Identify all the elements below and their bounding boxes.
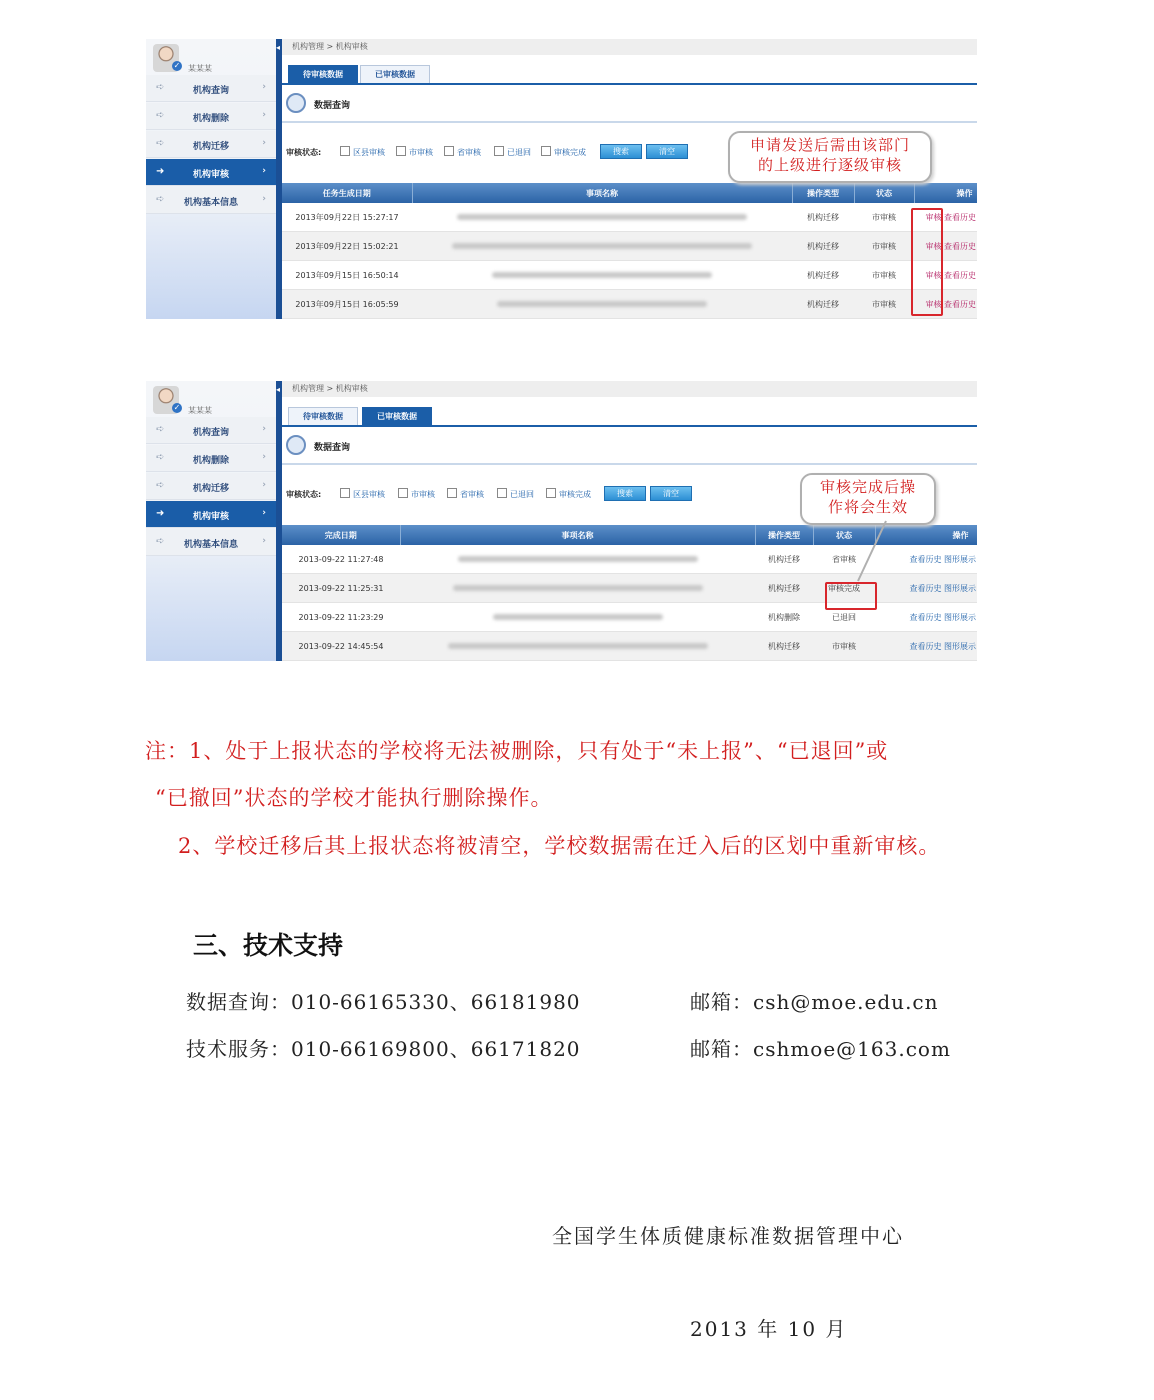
- audit-link[interactable]: 审核: [925, 212, 942, 222]
- arrow-icon: ➪: [156, 536, 165, 547]
- tab-pending[interactable]: 待审核数据: [288, 407, 358, 425]
- chevron-right-icon: ›: [262, 166, 266, 176]
- tab-bar: [282, 55, 977, 85]
- type-cell: 机构删除: [755, 603, 813, 632]
- item-name-cell: [412, 232, 792, 261]
- date-cell: 2013年09月15日 16:50:14: [282, 261, 412, 290]
- check-icon: ✓: [173, 403, 181, 412]
- chevron-right-icon: ›: [262, 110, 266, 120]
- status-cell: 市审核: [854, 203, 914, 232]
- chevron-right-icon: ›: [262, 452, 266, 462]
- pending-table: [282, 183, 977, 319]
- checkbox-returned[interactable]: [494, 146, 504, 156]
- history-link[interactable]: 查看历史: [944, 212, 976, 222]
- collapse-icon: ◂: [276, 385, 281, 394]
- arrow-icon: ➪: [156, 194, 165, 205]
- audit-link[interactable]: 审核: [925, 241, 942, 251]
- date-cell: 2013-09-22 11:25:31: [282, 574, 400, 603]
- history-link[interactable]: 查看历史: [909, 583, 942, 593]
- callout-pointer: [146, 381, 977, 661]
- callout-line: 审核完成后操: [819, 478, 916, 496]
- username: 某某某: [188, 64, 212, 73]
- column-header: 操作: [914, 183, 977, 203]
- blurred-text: [497, 301, 707, 307]
- user-box: [146, 39, 276, 75]
- audit-link[interactable]: 审核: [925, 270, 942, 280]
- filter-city-label: 市审核: [411, 490, 435, 499]
- type-cell: 机构迁移: [792, 261, 854, 290]
- status-cell: 审核完成: [813, 574, 875, 603]
- filter-label: 审核状态:: [286, 490, 322, 499]
- date-cell: 2013-09-22 11:27:48: [282, 545, 400, 574]
- filter-complete-label: 审核完成: [554, 148, 586, 157]
- sidebar-item-info[interactable]: ➪ 机构基本信息 ›: [146, 529, 276, 556]
- tab-reviewed[interactable]: 已审核数据: [360, 65, 430, 83]
- column-header: 操作: [875, 525, 977, 545]
- date-cell: 2013年09月22日 15:27:17: [282, 203, 412, 232]
- arrow-icon: ➪: [156, 82, 165, 93]
- status-cell: 市审核: [813, 632, 875, 661]
- search-button[interactable]: 搜索: [600, 144, 642, 159]
- column-header: 事项名称: [412, 183, 792, 203]
- item-name-cell: [412, 290, 792, 319]
- type-cell: 机构迁移: [792, 232, 854, 261]
- table-row: [282, 232, 977, 261]
- column-header: 完成日期: [282, 525, 400, 545]
- chevron-right-icon: ›: [262, 424, 266, 434]
- contact-query-email: 邮箱：csh@moe.edu.cn: [690, 990, 939, 1014]
- filter-province-label: 省审核: [460, 490, 484, 499]
- table-row: [282, 203, 977, 232]
- column-header: 操作类型: [755, 525, 813, 545]
- column-header: 任务生成日期: [282, 183, 412, 203]
- filter-label: 审核状态:: [286, 148, 322, 157]
- blurred-text: [452, 243, 752, 249]
- check-icon: ✓: [173, 61, 181, 70]
- contact-service-email: 邮箱：cshmoe@163.com: [690, 1037, 951, 1061]
- history-link[interactable]: 查看历史: [909, 612, 942, 622]
- highlight-box: [911, 208, 943, 316]
- sidebar-item-query[interactable]: ➪ 机构查询 ›: [146, 417, 276, 444]
- note-line-2: “已撤回”状态的学校才能执行删除操作。: [155, 786, 553, 810]
- history-link[interactable]: 查看历史: [944, 299, 976, 309]
- query-title: 数据查询: [314, 443, 351, 453]
- contact-service: 技术服务：010-66169800、66171820: [186, 1037, 581, 1061]
- chevron-right-icon: ›: [262, 138, 266, 148]
- filter-returned-label: 已退回: [510, 490, 534, 499]
- date-cell: 2013年09月15日 16:05:59: [282, 290, 412, 319]
- status-cell: 市审核: [854, 261, 914, 290]
- graph-link[interactable]: 图形展示: [944, 583, 976, 593]
- type-cell: 机构迁移: [755, 632, 813, 661]
- chevron-right-icon: ›: [262, 508, 266, 518]
- checkbox-district[interactable]: [340, 146, 350, 156]
- filter-district-label: 区县审核: [353, 148, 385, 157]
- history-link[interactable]: 查看历史: [909, 641, 942, 651]
- sidebar-item-migrate[interactable]: ➪ 机构迁移 ›: [146, 473, 276, 500]
- graph-link[interactable]: 图形展示: [944, 612, 976, 622]
- arrow-icon: ➪: [156, 110, 165, 121]
- audit-link[interactable]: 审核: [925, 299, 942, 309]
- screenshot-pending-audit: [146, 39, 977, 319]
- arrow-icon: ➜: [156, 508, 165, 519]
- username: 某某某: [188, 406, 212, 415]
- tab-pending[interactable]: 待审核数据: [288, 65, 358, 83]
- footer-date: 2013 年 10 月: [690, 1317, 848, 1341]
- column-header: 状态: [854, 183, 914, 203]
- history-link[interactable]: 查看历史: [909, 554, 942, 564]
- filter-district-label: 区县审核: [353, 490, 385, 499]
- footer-org: 全国学生体质健康标准数据管理中心: [552, 1224, 904, 1248]
- sidebar-item-info[interactable]: ➪ 机构基本信息 ›: [146, 187, 276, 214]
- type-cell: 机构迁移: [755, 574, 813, 603]
- date-cell: 2013-09-22 11:23:29: [282, 603, 400, 632]
- table-row: [282, 290, 977, 319]
- note-line-1: 注：1、处于上报状态的学校将无法被删除，只有处于“未上报”、“已退回”或: [145, 739, 889, 763]
- sidebar-item-delete[interactable]: ➪ 机构删除 ›: [146, 103, 276, 130]
- search-button[interactable]: 搜索: [604, 486, 646, 501]
- chevron-right-icon: ›: [262, 536, 266, 546]
- arrow-icon: ➪: [156, 452, 165, 463]
- status-cell: 已退回: [813, 603, 875, 632]
- note-line-3: 2、学校迁移后其上报状态将被清空，学校数据需在迁入后的区划中重新审核。: [178, 834, 941, 858]
- graph-link[interactable]: 图形展示: [944, 641, 976, 651]
- callout-line: 申请发送后需由该部门: [749, 136, 910, 154]
- checkbox-city[interactable]: [396, 146, 406, 156]
- date-cell: 2013-09-22 14:45:54: [282, 632, 400, 661]
- column-header: 事项名称: [400, 525, 755, 545]
- item-name-cell: [412, 203, 792, 232]
- sidebar-item-query[interactable]: ➪ 机构查询 ›: [146, 75, 276, 102]
- checkbox-complete[interactable]: [541, 146, 551, 156]
- arrow-icon: ➪: [156, 138, 165, 149]
- column-header: 状态: [813, 525, 875, 545]
- callout-line: 的上级进行逐级审核: [757, 156, 902, 174]
- sidebar-item-audit[interactable]: ➜ 机构审核 ›: [146, 501, 276, 528]
- history-link[interactable]: 查看历史: [944, 270, 976, 280]
- type-cell: 机构迁移: [792, 203, 854, 232]
- screenshot-reviewed-audit: [146, 381, 977, 661]
- query-header: [282, 85, 977, 123]
- sidebar-item-migrate[interactable]: ➪ 机构迁移 ›: [146, 131, 276, 158]
- callout-bubble: [728, 131, 932, 183]
- arrow-icon: ➪: [156, 424, 165, 435]
- query-title: 数据查询: [314, 101, 351, 111]
- chevron-right-icon: ›: [262, 82, 266, 92]
- arrow-icon: ➪: [156, 480, 165, 491]
- table-row: [282, 261, 977, 290]
- collapse-icon: ◂: [276, 43, 281, 52]
- type-cell: 机构迁移: [792, 290, 854, 319]
- breadcrumb: 机构管理 > 机构审核: [282, 381, 977, 397]
- filter-returned-label: 已退回: [507, 148, 531, 157]
- status-cell: 市审核: [854, 232, 914, 261]
- date-cell: 2013年09月22日 15:02:21: [282, 232, 412, 261]
- graph-link[interactable]: 图形展示: [944, 554, 976, 564]
- column-header: 操作类型: [792, 183, 854, 203]
- tab-reviewed[interactable]: 已审核数据: [362, 407, 432, 425]
- history-link[interactable]: 查看历史: [944, 241, 976, 251]
- callout-line: 作将会生效: [827, 498, 908, 516]
- filter-province-label: 省审核: [457, 148, 481, 157]
- item-name-cell: [412, 261, 792, 290]
- blurred-text: [457, 214, 747, 220]
- blurred-text: [492, 272, 712, 278]
- sidebar-item-audit[interactable]: ➜ 机构审核 ›: [146, 159, 276, 186]
- filter-complete-label: 审核完成: [559, 490, 591, 499]
- clear-button[interactable]: 清空: [646, 144, 688, 159]
- status-cell: 市审核: [854, 290, 914, 319]
- arrow-icon: ➜: [156, 166, 165, 177]
- type-cell: 机构迁移: [755, 545, 813, 574]
- checkbox-province[interactable]: [444, 146, 454, 156]
- contact-query: 数据查询：010-66165330、66181980: [186, 990, 581, 1014]
- sidebar: [146, 39, 276, 319]
- chevron-right-icon: ›: [262, 480, 266, 490]
- status-cell: 省审核: [813, 545, 875, 574]
- clear-button[interactable]: 清空: [650, 486, 692, 501]
- sidebar-item-delete[interactable]: ➪ 机构删除 ›: [146, 445, 276, 472]
- support-heading: 三、技术支持: [193, 931, 344, 960]
- breadcrumb: 机构管理 > 机构审核: [282, 39, 977, 55]
- chevron-right-icon: ›: [262, 194, 266, 204]
- filter-city-label: 市审核: [409, 148, 433, 157]
- magnifier-icon: [286, 93, 306, 113]
